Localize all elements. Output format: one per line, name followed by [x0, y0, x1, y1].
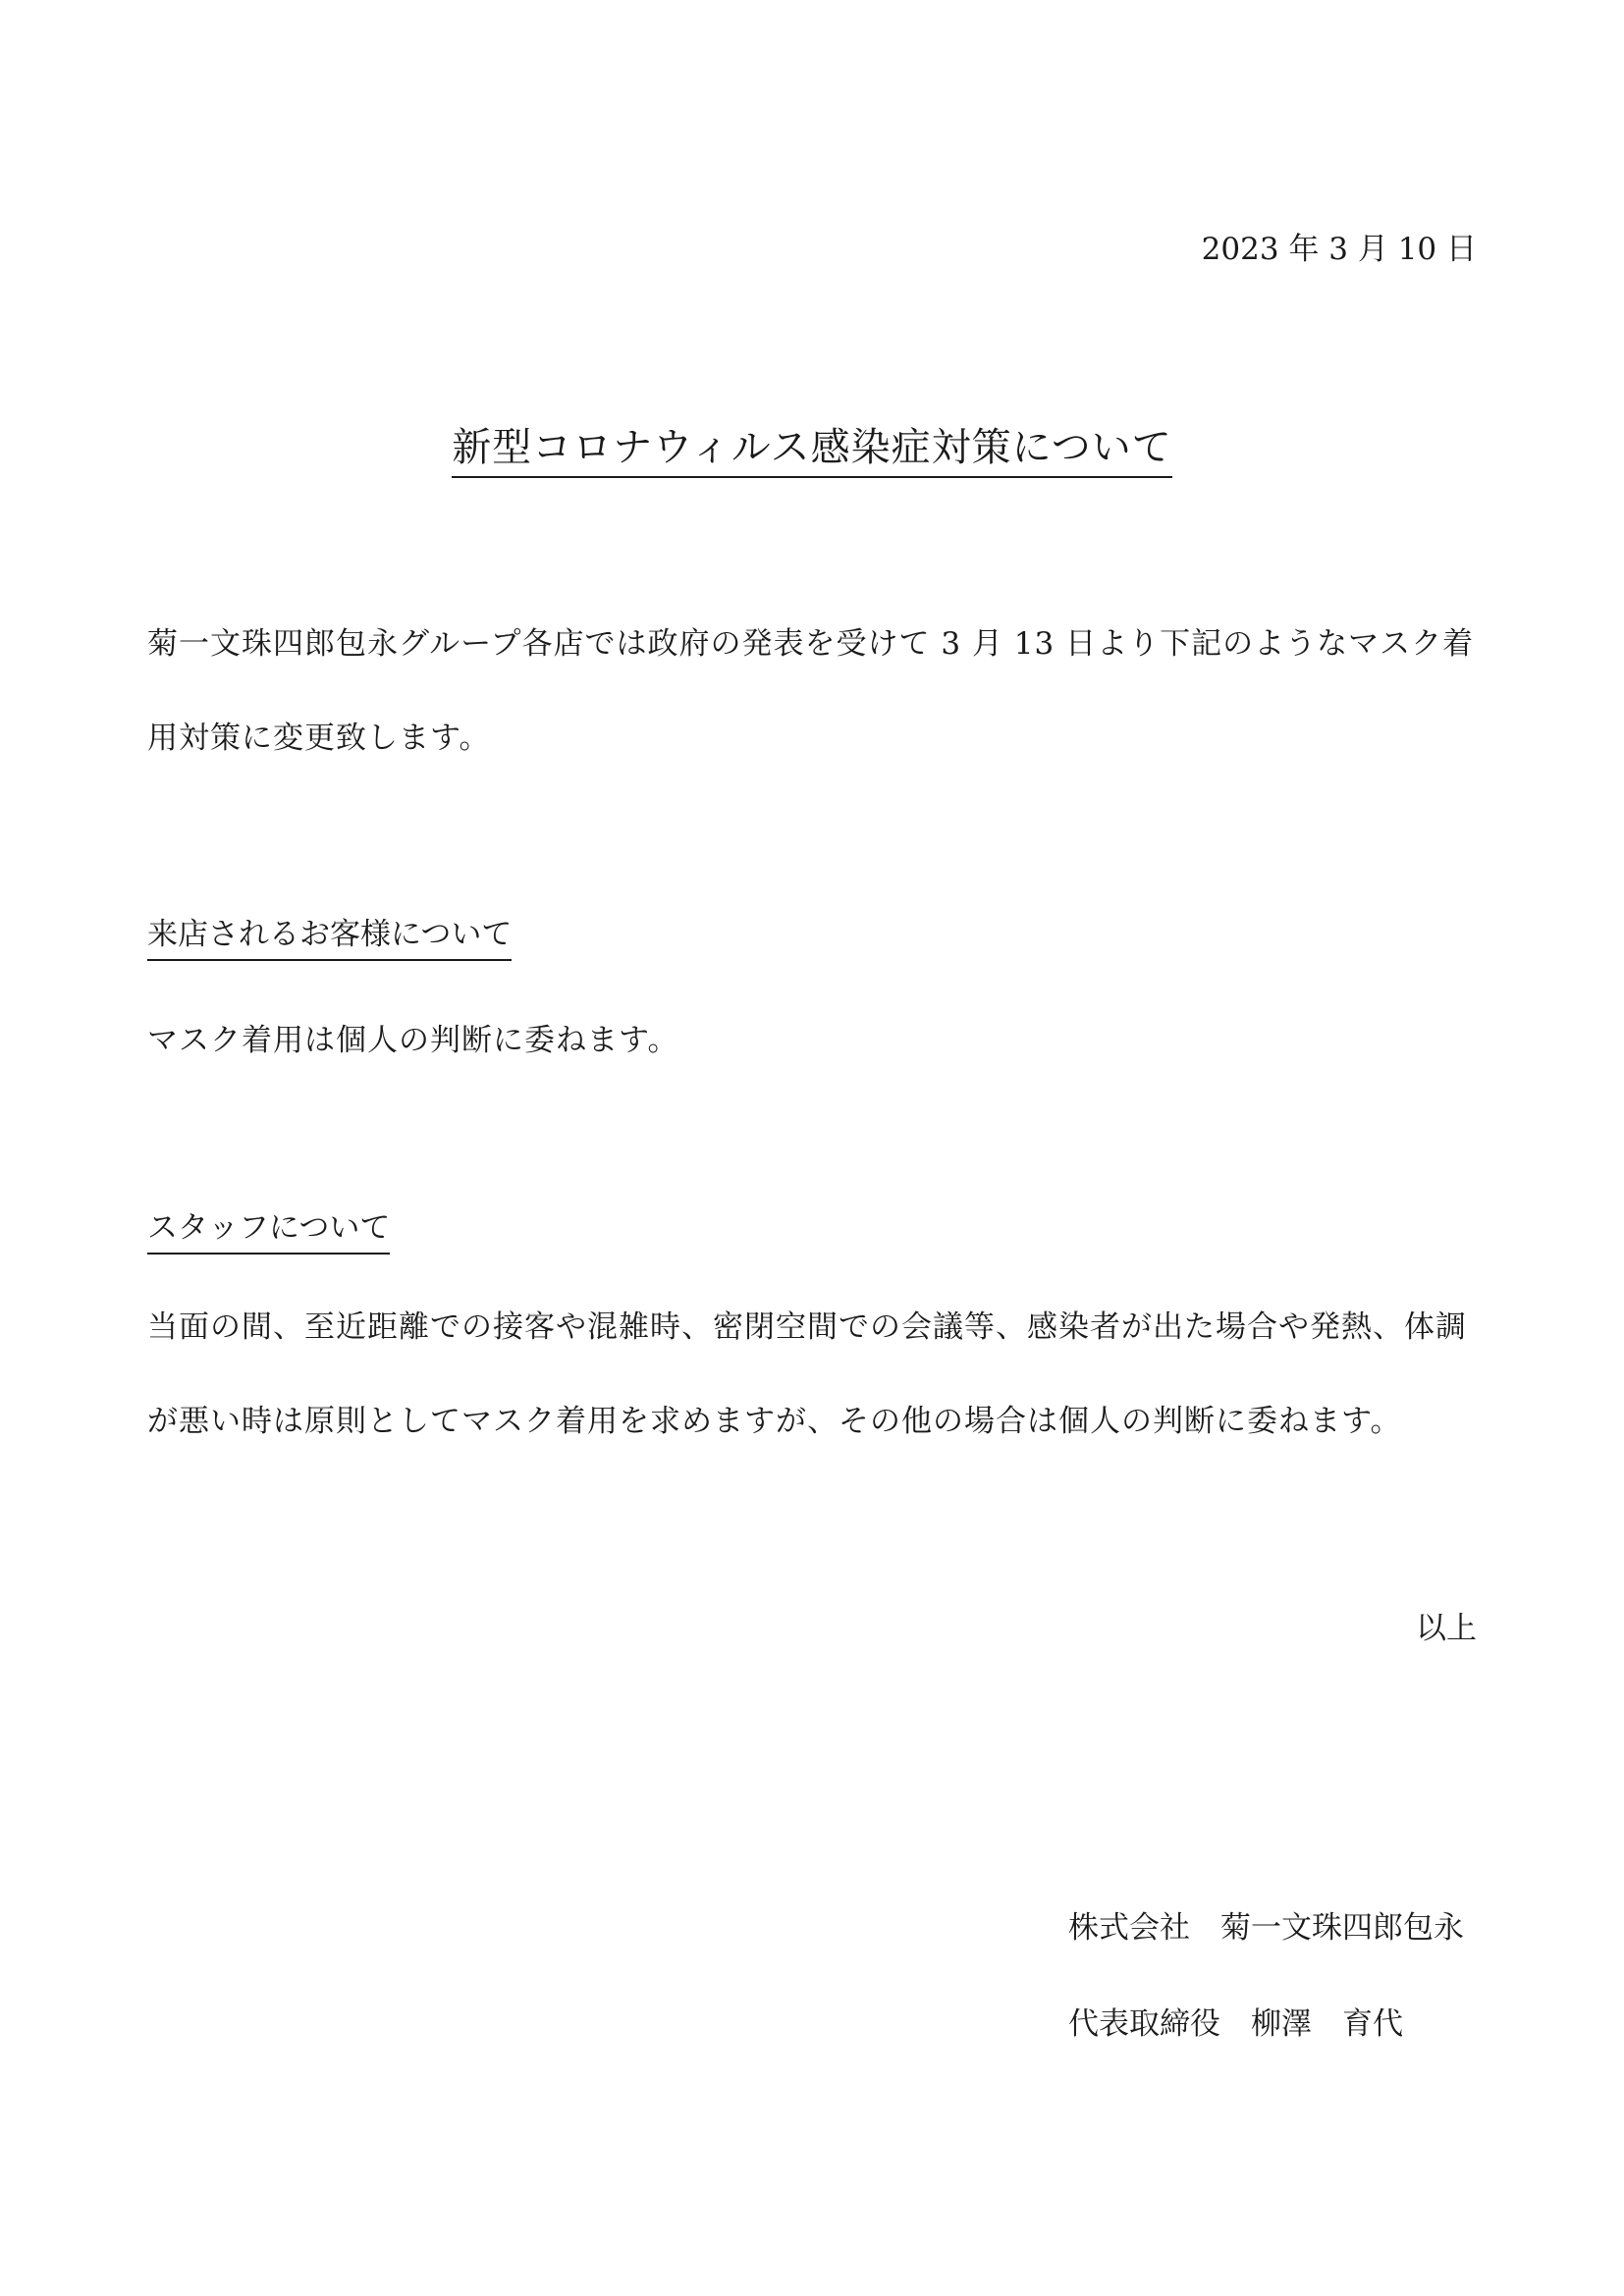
document-title: 新型コロナウィルス感染症対策について: [452, 416, 1172, 478]
section-body-staff: 当面の間、至近距離での接客や混雑時、密閉空間での会議等、感染者が出た場合や発熱、体調が悪い時は原則としてマスク着用を求めますが、その他の場合は個人の判断に委ねます。: [147, 1309, 1467, 1439]
section-heading-staff-wrapper: [147, 1202, 390, 1255]
section-heading-customers-wrapper: [147, 909, 512, 961]
closing-mark: 以上: [1416, 1611, 1477, 1646]
section-body-customers: マスク着用は個人の判断に委ねます。: [147, 1023, 679, 1058]
signature-representative: 代表取締役 柳澤 育代: [1068, 2006, 1403, 2042]
intro-paragraph: 菊一文珠四郎包永グループ各店では政府の発表を受けて 3 月 13 日より下記のようなマスク着用対策に変更致します。: [147, 626, 1475, 756]
document-date: 2023 年 3 月 10 日: [1201, 232, 1477, 267]
section-heading-staff: スタッフについて: [147, 1202, 390, 1255]
signature-company: 株式会社 菊一文珠四郎包永: [1068, 1910, 1464, 1946]
document-title-wrapper: [0, 416, 1624, 478]
section-heading-customers: 来店されるお客様について: [147, 909, 512, 961]
